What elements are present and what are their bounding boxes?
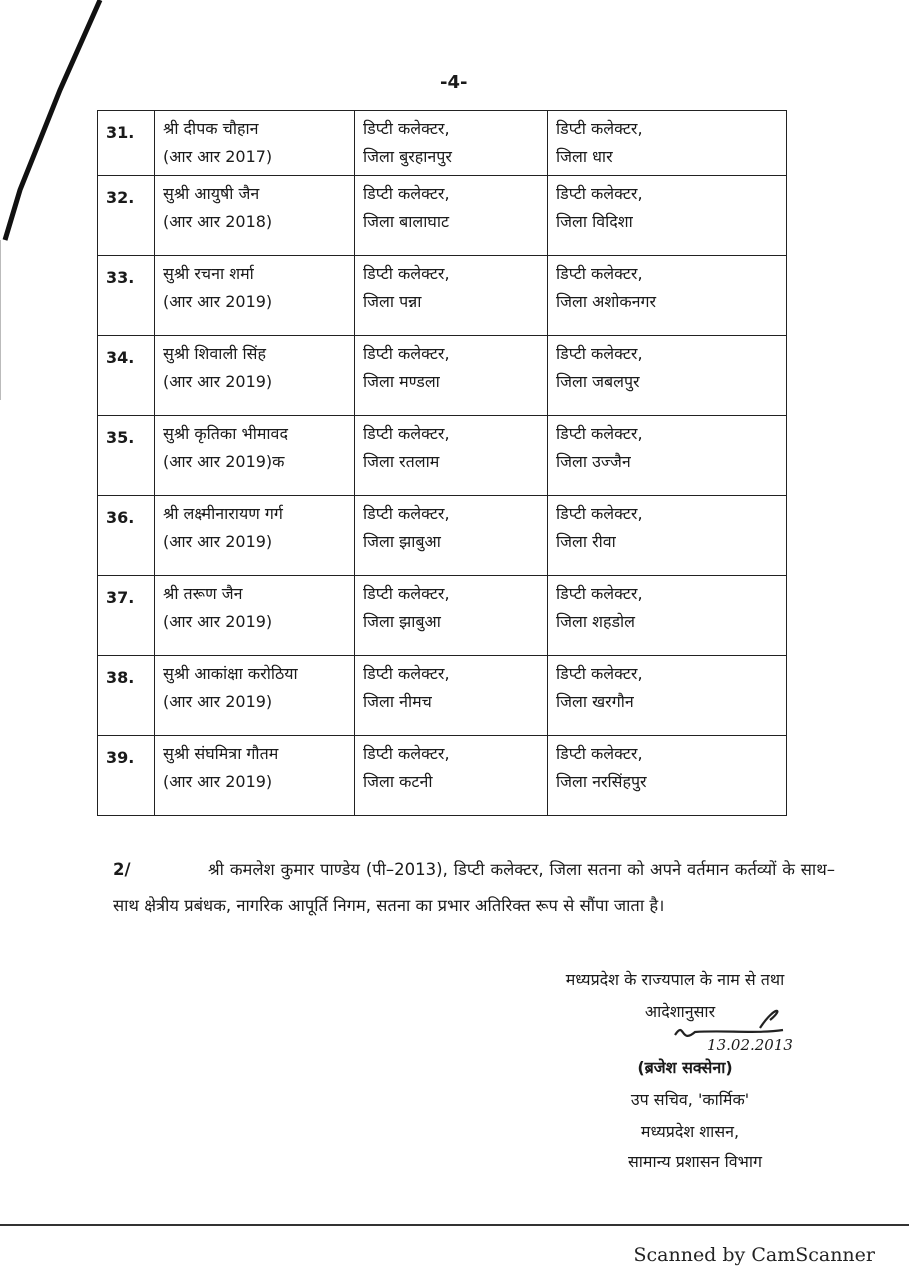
current-posting-cell <box>355 736 548 816</box>
signatory-designation: उप सचिव, 'कार्मिक' <box>630 1090 750 1109</box>
current-posting-cell <box>355 416 548 496</box>
current-district: जिला बालाघाट <box>363 212 450 231</box>
officer-batch: (आर आर 2019)क <box>163 452 285 471</box>
officer-name: सुश्री शिवाली सिंह <box>163 344 266 363</box>
page-bottom-edge <box>0 1224 909 1226</box>
current-district: जिला रतलाम <box>363 452 440 471</box>
new-posting-cell <box>548 576 787 656</box>
serial-number: 31. <box>106 123 135 142</box>
new-post: डिप्टी कलेक्टर, <box>556 664 643 683</box>
officer-name: सुश्री आकांक्षा करोठिया <box>163 664 298 683</box>
serial-cell <box>98 176 155 256</box>
current-posting-cell <box>355 176 548 256</box>
government-name: मध्यप्रदेश शासन, <box>640 1122 740 1141</box>
current-district: जिला झाबुआ <box>363 532 441 551</box>
new-post: डिप्टी कलेक्टर, <box>556 504 643 523</box>
serial-cell <box>98 736 155 816</box>
new-post: डिप्टी कलेक्टर, <box>556 184 643 203</box>
department-name: सामान्य प्रशासन विभाग <box>627 1152 763 1171</box>
officer-name: सुश्री आयुषी जैन <box>163 184 260 203</box>
officer-batch: (आर आर 2019) <box>163 612 273 631</box>
officer-cell <box>155 736 355 816</box>
current-posting-cell <box>355 576 548 656</box>
transfer-table <box>97 110 787 816</box>
new-posting-cell <box>548 736 787 816</box>
new-district: जिला खरगौन <box>556 692 634 711</box>
serial-cell <box>98 576 155 656</box>
new-district: जिला शहडोल <box>556 612 636 631</box>
officer-cell <box>155 496 355 576</box>
officer-batch: (आर आर 2019) <box>163 772 273 791</box>
new-post: डिप्टी कलेक्टर, <box>556 119 643 138</box>
table-row <box>98 111 787 176</box>
new-district: जिला रीवा <box>556 532 616 551</box>
serial-number: 32. <box>106 188 135 207</box>
officer-name: श्री तरूण जैन <box>163 584 243 603</box>
scan-edge-artifact <box>0 0 110 400</box>
serial-number: 38. <box>106 668 135 687</box>
current-post: डिप्टी कलेक्टर, <box>363 584 450 603</box>
officer-cell <box>155 576 355 656</box>
officer-name: सुश्री रचना शर्मा <box>163 264 254 283</box>
current-post: डिप्टी कलेक्टर, <box>363 664 450 683</box>
officer-name: श्री लक्ष्मीनारायण गर्ग <box>163 504 283 523</box>
officer-cell <box>155 176 355 256</box>
new-posting-cell <box>548 336 787 416</box>
new-post: डिप्टी कलेक्टर, <box>556 424 643 443</box>
table-row <box>98 336 787 416</box>
officer-batch: (आर आर 2019) <box>163 372 273 391</box>
current-post: डिप्टी कलेक्टर, <box>363 424 450 443</box>
new-post: डिप्टी कलेक्टर, <box>556 344 643 363</box>
serial-number: 35. <box>106 428 135 447</box>
new-district: जिला नरसिंहपुर <box>556 772 647 791</box>
new-district: जिला धार <box>556 147 613 166</box>
current-district: जिला बुरहानपुर <box>363 147 452 166</box>
serial-number: 34. <box>106 348 135 367</box>
serial-cell <box>98 656 155 736</box>
current-district: जिला कटनी <box>363 772 433 791</box>
signature-date: 13.02.2013 <box>707 1036 793 1054</box>
paragraph-2 <box>113 852 835 924</box>
current-post: डिप्टी कलेक्टर, <box>363 184 450 203</box>
new-post: डिप्टी कलेक्टर, <box>556 584 643 603</box>
officer-name: सुश्री कृतिका भीमावद <box>163 424 288 443</box>
serial-number: 33. <box>106 268 135 287</box>
officer-cell <box>155 111 355 176</box>
officer-batch: (आर आर 2019) <box>163 292 273 311</box>
current-posting-cell <box>355 656 548 736</box>
serial-cell <box>98 416 155 496</box>
table-row <box>98 496 787 576</box>
current-post: डिप्टी कलेक्टर, <box>363 504 450 523</box>
order-line: आदेशानुसार <box>644 1002 716 1021</box>
officer-batch: (आर आर 2017) <box>163 147 273 166</box>
serial-cell <box>98 111 155 176</box>
new-post: डिप्टी कलेक्टर, <box>556 744 643 763</box>
serial-cell <box>98 336 155 416</box>
new-district: जिला विदिशा <box>556 212 633 231</box>
serial-cell <box>98 496 155 576</box>
new-posting-cell <box>548 416 787 496</box>
new-posting-cell <box>548 111 787 176</box>
current-district: जिला मण्डला <box>363 372 440 391</box>
current-post: डिप्टी कलेक्टर, <box>363 344 450 363</box>
officer-batch: (आर आर 2019) <box>163 532 273 551</box>
table-row <box>98 736 787 816</box>
new-posting-cell <box>548 176 787 256</box>
current-post: डिप्टी कलेक्टर, <box>363 119 450 138</box>
table-row <box>98 176 787 256</box>
current-post: डिप्टी कलेक्टर, <box>363 744 450 763</box>
current-district: जिला झाबुआ <box>363 612 441 631</box>
current-posting-cell <box>355 336 548 416</box>
serial-cell <box>98 256 155 336</box>
current-post: डिप्टी कलेक्टर, <box>363 264 450 283</box>
current-posting-cell <box>355 256 548 336</box>
paragraph-text: श्री कमलेश कुमार पाण्डेय (पी–2013), डिप्टी कलेक्टर, जिला सतना को अपने वर्तमान कर्तव्यों के साथ–साथ क्षेत्रीय प्रबंधक, नागरिक आपूर्ति निगम, सतना का प्रभार अतिरिक्त रूप से सौंपा जाता है। <box>113 860 835 915</box>
current-district: जिला पन्ना <box>363 292 422 311</box>
officer-batch: (आर आर 2018) <box>163 212 273 231</box>
camscanner-watermark: Scanned by CamScanner <box>633 1244 875 1266</box>
new-posting-cell <box>548 496 787 576</box>
new-posting-cell <box>548 256 787 336</box>
page-number: -4- <box>440 72 468 93</box>
signatory-name: (ब्रजेश सक्सेना) <box>637 1058 733 1077</box>
officer-cell <box>155 256 355 336</box>
new-post: डिप्टी कलेक्टर, <box>556 264 643 283</box>
table-row <box>98 416 787 496</box>
officer-cell <box>155 416 355 496</box>
officer-batch: (आर आर 2019) <box>163 692 273 711</box>
authority-line: मध्यप्रदेश के राज्यपाल के नाम से तथा <box>565 970 785 989</box>
officer-name: श्री दीपक चौहान <box>163 119 259 138</box>
current-district: जिला नीमच <box>363 692 432 711</box>
new-posting-cell <box>548 656 787 736</box>
serial-number: 36. <box>106 508 135 527</box>
table-row <box>98 256 787 336</box>
new-district: जिला अशोकनगर <box>556 292 657 311</box>
table-row <box>98 576 787 656</box>
officer-name: सुश्री संघमित्रा गौतम <box>163 744 279 763</box>
officer-cell <box>155 336 355 416</box>
current-posting-cell <box>355 111 548 176</box>
new-district: जिला जबलपुर <box>556 372 640 391</box>
paragraph-number: 2/ <box>113 860 131 879</box>
serial-number: 37. <box>106 588 135 607</box>
officer-cell <box>155 656 355 736</box>
new-district: जिला उज्जैन <box>556 452 631 471</box>
serial-number: 39. <box>106 748 135 767</box>
table-row <box>98 656 787 736</box>
current-posting-cell <box>355 496 548 576</box>
